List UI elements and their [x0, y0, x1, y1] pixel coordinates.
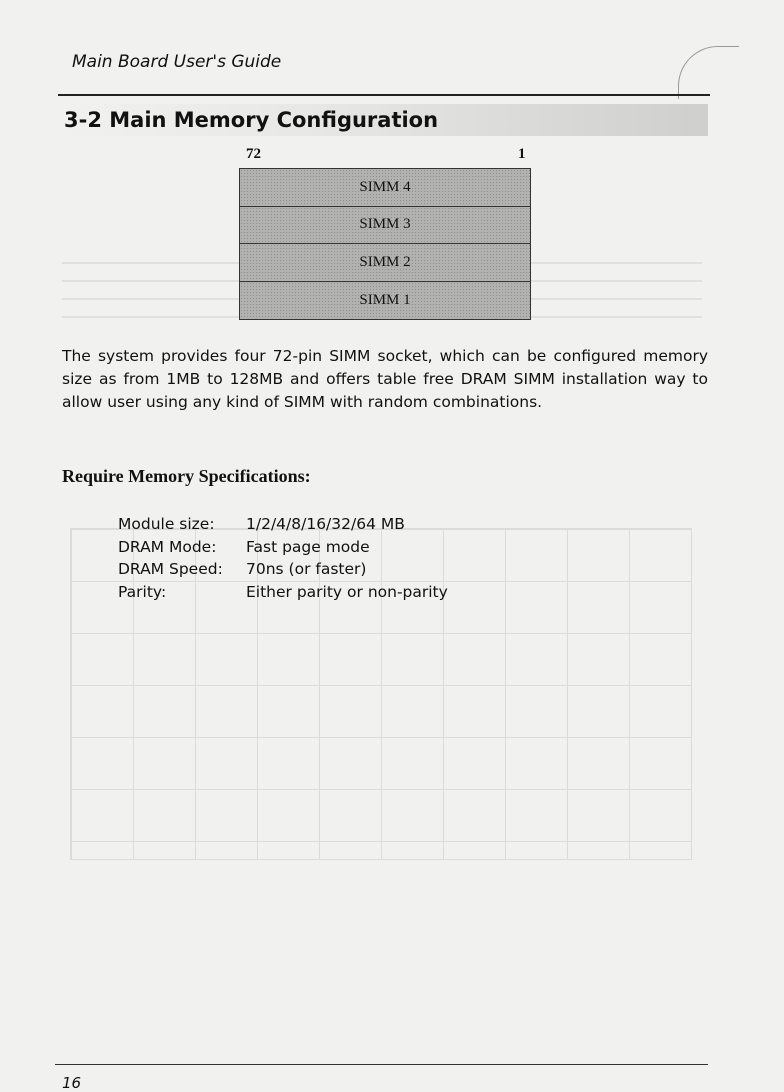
simm-slot-1 [240, 282, 530, 320]
spec-label: DRAM Mode: [118, 537, 217, 556]
specs-heading: Require Memory Specifications: [62, 466, 311, 486]
simm-slot-label: SIMM 3 [359, 216, 411, 233]
spec-value: 1/2/4/8/16/32/64 MB [246, 515, 405, 534]
simm-slot-label: SIMM 2 [359, 253, 411, 270]
section-title [62, 104, 708, 136]
simm-socket-diagram [239, 168, 531, 320]
header-rule [58, 94, 710, 96]
spec-row-parity [118, 581, 448, 604]
spec-row-dram-speed [118, 558, 448, 581]
spec-label: Module size: [118, 515, 215, 534]
footer-rule [55, 1064, 708, 1065]
spec-value: 70ns (or faster) [246, 560, 367, 579]
spec-value: Either parity or non-parity [246, 582, 448, 601]
spec-label: Parity: [118, 582, 167, 601]
simm-slot-2 [240, 244, 530, 282]
pin-label-right: 1 [518, 146, 526, 162]
pin-label-left: 72 [246, 146, 261, 162]
spec-label: DRAM Speed: [118, 560, 223, 579]
page-number: 16 [62, 1074, 82, 1092]
spec-row-module-size [118, 513, 448, 536]
spec-value: Fast page mode [246, 537, 370, 556]
spec-list [118, 513, 448, 603]
running-header: Main Board User's Guide [72, 52, 282, 72]
simm-slot-4 [240, 169, 530, 207]
section-title-text: 3-2 Main Memory Configuration [64, 108, 439, 132]
spec-row-dram-mode [118, 536, 448, 559]
simm-slot-3 [240, 207, 530, 245]
page-corner-mark [678, 46, 739, 99]
body-paragraph: The system provides four 72-pin SIMM socket, which can be configured memory size as from 1MB to 128MB and offers table free DRAM SIMM installation way to allow user using any kind of SIMM with random combinations. [62, 347, 708, 411]
simm-slot-label: SIMM 4 [359, 178, 411, 195]
simm-slot-label: SIMM 1 [359, 291, 411, 308]
